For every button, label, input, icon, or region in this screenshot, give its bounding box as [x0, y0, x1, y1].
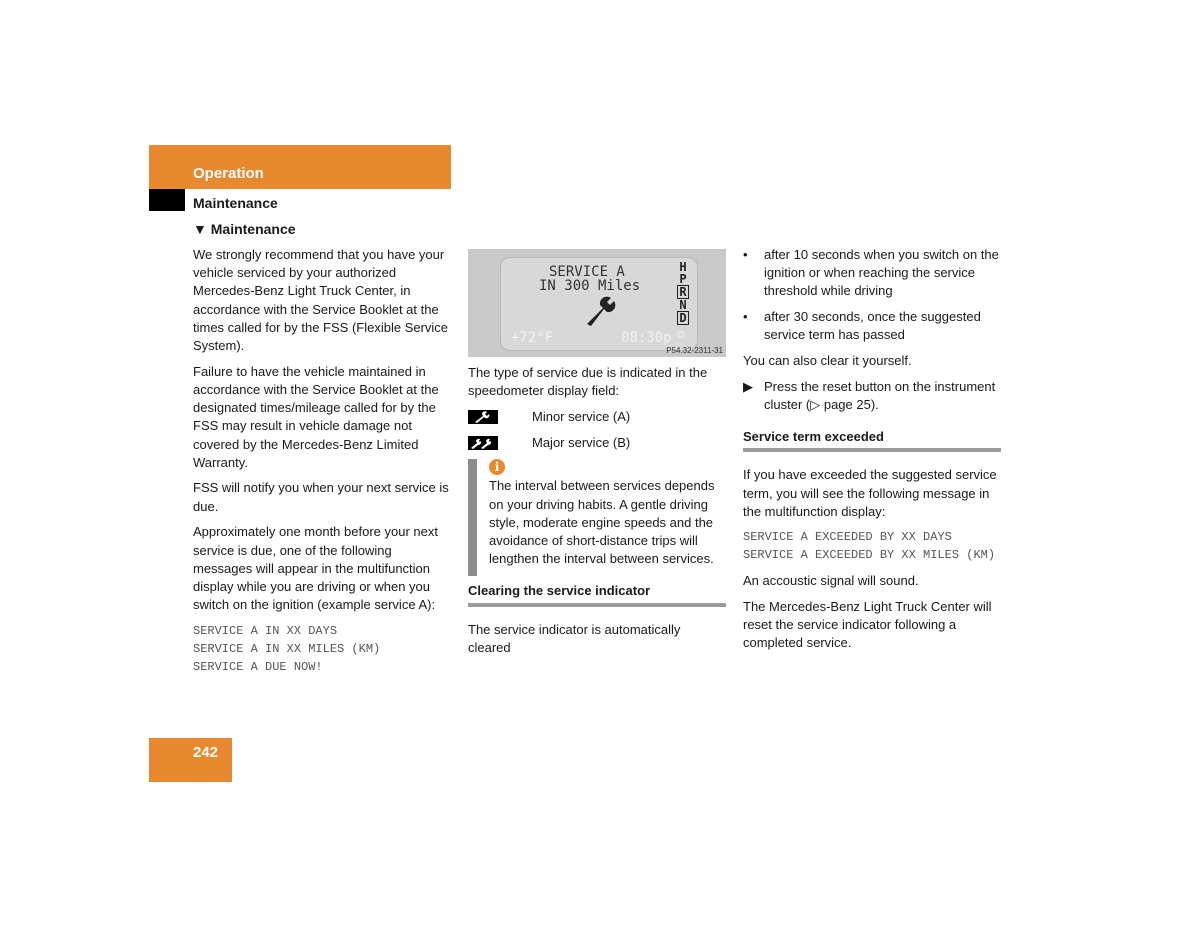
lcd-screen — [500, 257, 698, 351]
info-note — [468, 459, 726, 568]
subheading: Clearing the service indicator — [468, 582, 726, 606]
figure-id: P54.32-2311-31 — [666, 346, 723, 355]
display-message: SERVICE A DUE NOW! — [193, 659, 323, 674]
gear-p: P — [679, 272, 687, 286]
paragraph: We strongly recommend that you have your vehicle serviced by your authorized Mercedes-Benz Light Truck Center, in accordance with the Service Booklet at the times called for by the FSS (Flexible Service System). — [193, 247, 449, 354]
info-icon: i — [489, 459, 505, 475]
gear-h: H — [679, 260, 687, 274]
lcd-time: 08:30p — [621, 330, 672, 346]
display-message: SERVICE A IN XX DAYS — [193, 623, 338, 638]
lcd-temperature: +72°F — [511, 330, 554, 346]
display-message: SERVICE A EXCEEDED BY XX DAYS — [743, 530, 952, 545]
display-message: SERVICE A IN XX MILES (KM) — [193, 641, 381, 656]
paragraph: The Mercedes-Benz Light Truck Center will reset the service indicator following a completed service. — [743, 598, 992, 651]
list-item: • after 30 seconds, once the suggested service term has passed — [743, 309, 981, 343]
subsection-title: Maintenance — [193, 195, 278, 211]
triangle-down-icon: ▼ — [193, 221, 207, 237]
note-bar — [468, 459, 477, 576]
section-tab-marker — [149, 189, 185, 211]
paragraph: An accoustic signal will sound. — [743, 572, 919, 588]
page-title: ▼ Maintenance — [193, 221, 296, 237]
paragraph: The type of service due is indicated in the speedometer display field: — [468, 365, 708, 399]
lcd-line-1: SERVICE A — [549, 264, 625, 280]
lcd-line-2: IN 300 Miles — [539, 278, 641, 294]
odometer-icon: ⧉ — [677, 328, 685, 341]
paragraph: If you have exceeded the suggested service term, you will see the following message in the multifunction display: — [743, 467, 997, 519]
display-message: SERVICE A EXCEEDED BY XX MILES (KM) — [743, 548, 996, 563]
page-number: 242 — [193, 744, 219, 761]
gear-r: R — [677, 285, 689, 299]
instrument-display-figure — [468, 249, 726, 357]
page-number-bar — [149, 738, 232, 782]
paragraph: Approximately one month before your next service is due, one of the following messages will appear in the multifunction display while you are driving or when you switch on the ignition (example service A): — [193, 524, 438, 613]
paragraph: Failure to have the vehicle maintained in accordance with the Service Booklet at the designated times/mileage called for by the FSS may result in vehicle damage not covered by the Mercedes-Benz Limited Warranty. — [193, 363, 439, 470]
service-type-row — [468, 434, 726, 452]
double-wrench-icon — [468, 436, 498, 450]
bullet-icon: • — [743, 309, 748, 325]
paragraph: The service indicator is automatically cleared — [468, 621, 681, 655]
single-wrench-icon — [468, 410, 498, 424]
column-3 — [743, 246, 1001, 660]
subheading: Service term exceeded — [743, 428, 1001, 452]
list-item: • after 10 seconds when you switch on the ignition or when reaching the service threshold while driving — [743, 247, 999, 299]
column-2 — [468, 364, 726, 664]
instruction-step: ▶ Press the reset button on the instrument cluster (▷ page 25). — [743, 378, 996, 412]
wrench-icon — [583, 296, 619, 326]
column-1 — [193, 246, 453, 676]
gear-d: D — [677, 311, 689, 325]
paragraph: FSS will notify you when your next service is due. — [193, 480, 449, 514]
service-type-label: Minor service (A) — [532, 408, 631, 424]
triangle-right-icon: ▶ — [743, 378, 753, 394]
section-title: Operation — [193, 165, 264, 182]
gear-n: N — [679, 298, 687, 312]
gear-indicator — [677, 261, 689, 325]
note-text: The interval between services depends on your driving habits. A gentle driving style, moderate engine speeds and the avoidance of short-distance trips will lengthen the interval between services. — [489, 478, 715, 567]
service-type-row — [468, 408, 726, 426]
bullet-icon: • — [743, 247, 748, 262]
paragraph: You can also clear it yourself. — [743, 353, 912, 369]
service-type-label: Major service (B) — [532, 434, 631, 450]
